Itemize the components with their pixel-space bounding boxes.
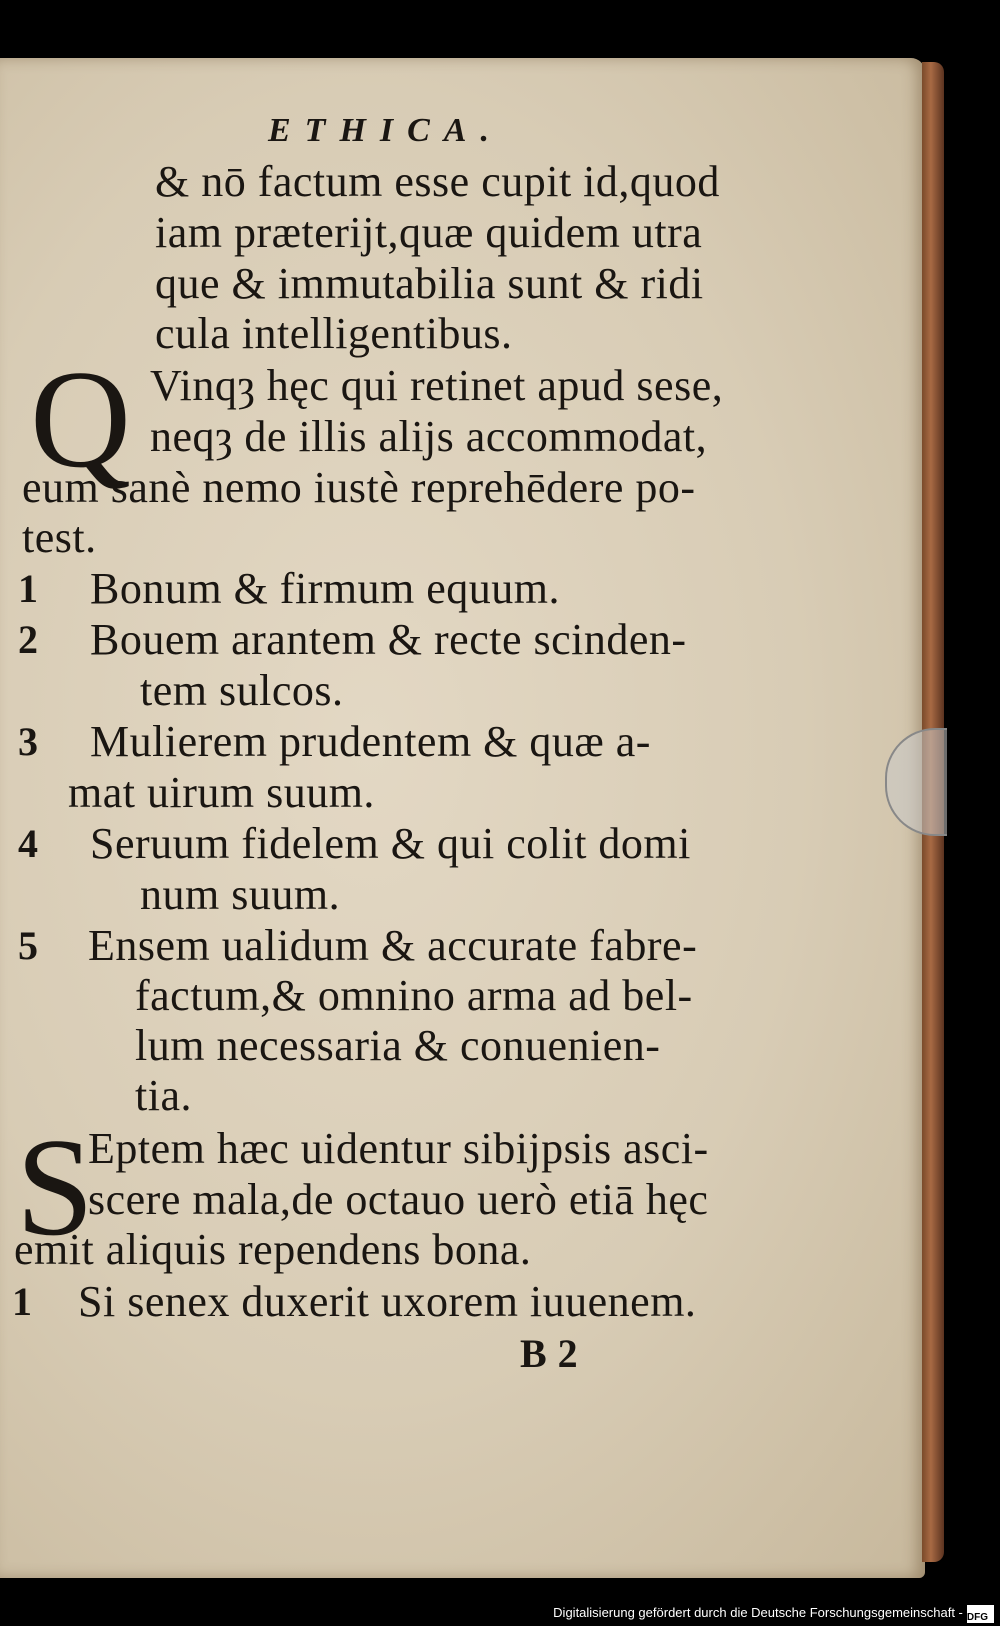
text-line: Eptem hæc uidentur sibijpsis asci-: [88, 1124, 709, 1173]
signature-mark: B 2: [520, 1331, 579, 1376]
list-item: tia.: [135, 1071, 192, 1120]
list-item: Mulierem prudentem & quæ a-: [90, 717, 651, 766]
drop-cap: Q: [30, 342, 132, 497]
text-line: eum sanè nemo iustè reprehēdere po-: [22, 463, 696, 512]
text-line: cula intelligentibus.: [155, 309, 513, 358]
footer-bar: [0, 1598, 1000, 1626]
dfg-logo: DFG: [967, 1605, 994, 1623]
list-item: lum necessaria & conuenien-: [135, 1021, 661, 1070]
text-line: neqȝ de illis alijs accommodat,: [150, 412, 708, 461]
text-line: scere mala,de octauo uerò etiā hęc: [88, 1175, 709, 1224]
list-item: Si senex duxerit uxorem iuuenem.: [78, 1277, 697, 1326]
text-line: iam præterijt,quæ quidem utra: [155, 208, 703, 257]
text-line: emit aliquis rependens bona.: [14, 1225, 532, 1274]
list-item: tem sulcos.: [140, 666, 344, 715]
list-number: 1: [12, 1279, 33, 1324]
list-item: Bonum & firmum equum.: [90, 564, 561, 613]
text-line: test.: [22, 513, 97, 562]
list-number: 3: [18, 719, 39, 764]
list-number: 2: [18, 617, 39, 662]
running-header: ETHICA.: [268, 112, 503, 149]
list-item: Bouem arantem & recte scinden-: [90, 615, 687, 664]
footer-text: Digitalisierung gefördert durch die Deutsche Forschungsgemeinschaft - DFG: [553, 1598, 1000, 1623]
text-line: Vinqȝ hęc qui retinet apud sese,: [150, 361, 724, 410]
list-number: 4: [18, 821, 39, 866]
drop-cap: S: [16, 1110, 95, 1265]
list-item: Seruum fidelem & qui colit domi: [90, 819, 691, 868]
text-line: que & immutabilia sunt & ridi: [155, 259, 704, 308]
list-number: 5: [18, 923, 39, 968]
list-item: factum,& omnino arma ad bel-: [135, 971, 693, 1020]
text-line: & nō factum esse cupit id,quod: [155, 157, 720, 206]
list-item: mat uirum suum.: [68, 768, 375, 817]
list-number: 1: [18, 566, 39, 611]
list-item: Ensem ualidum & accurate fabre-: [88, 921, 698, 970]
list-item: num suum.: [140, 870, 341, 919]
